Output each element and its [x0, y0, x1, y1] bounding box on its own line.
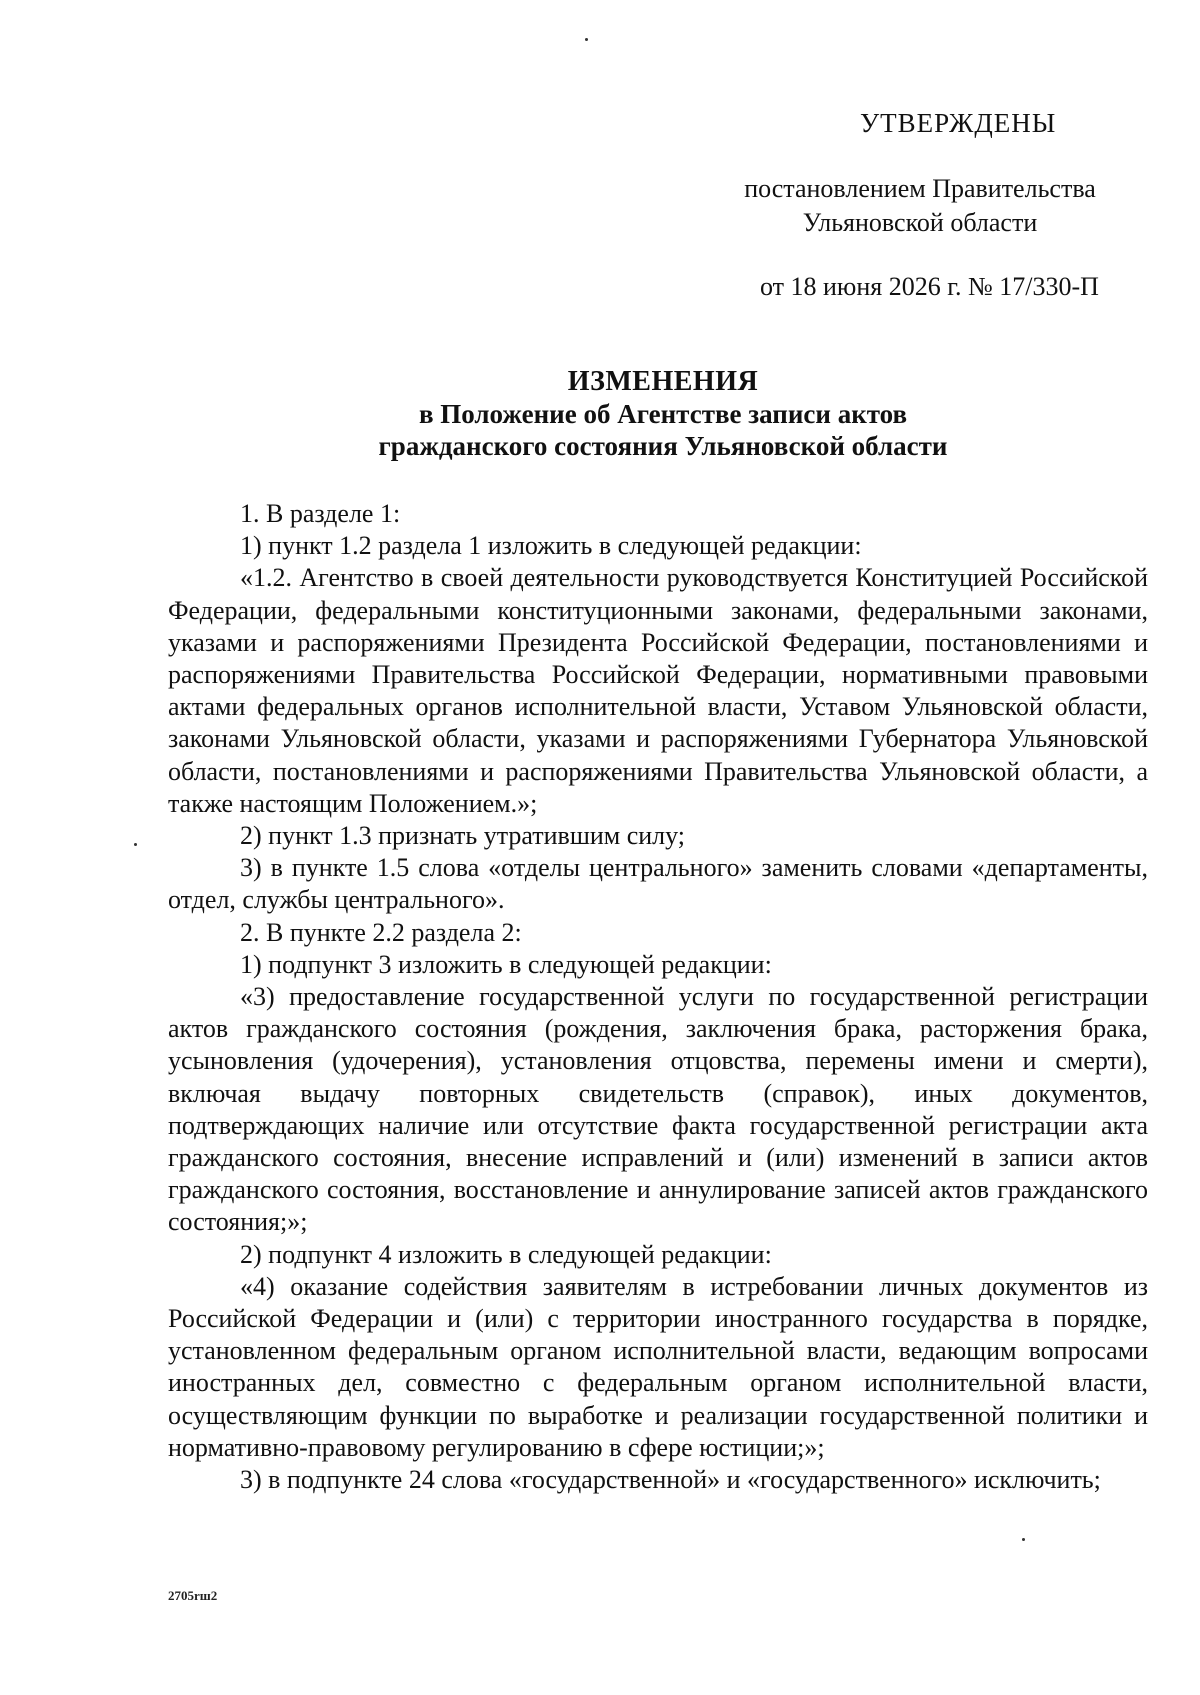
paragraph-subitem-3-text: «3) предоставление государственной услуги по государственной регистрации актов гражданского состояния (рождения, заключения брака, расторжения брака, усыновления (удочерения), установления отцовства, перемены имени и смерти), включая выдачу повторных свидетельств (справок), иных документов, подтверждающих наличие или отсутствие факта государственной регистрации акта гражданского состояния, внесение исправлений и (или) изменений в записи актов гражданского состояния, восстановление и аннулирование записей актов гражданского состояния;»;: [168, 982, 1148, 1237]
paragraph-item-2-2: 2) подпункт 4 изложить в следующей редакции:: [240, 1239, 772, 1269]
paragraph-item-1-2: 2) пункт 1.3 признать утратившим силу;: [240, 821, 686, 851]
approval-stamp-title: УТВЕРЖДЕНЫ: [860, 108, 1057, 138]
paragraph-item-1-3: 3) в пункте 1.5 слова «отделы центрального» заменить словами «департаменты, отдел, службы центрального».: [168, 853, 1148, 915]
approval-date-number: от 18 июня 2026 г. № 17/330-П: [760, 272, 1099, 301]
approval-authority: [700, 172, 1140, 240]
paragraph-item-1-2-text: «1.2. Агентство в своей деятельности руководствуется Конституцией Российской Федерации, федеральными конституционными законами, федеральными законами, указами и распоряжениями Президента Российской Федерации, постановлениями и распоряжениями Правительства Российской Федерации, нормативными правовыми актами федеральных органов исполнительной власти, Уставом Ульяновской области, законами Ульяновской области, указами и распоряжениями Губернатора Ульяновской области, постановлениями и распоряжениями Правительства Ульяновской области, а также настоящим Положением.»;: [168, 563, 1148, 818]
paragraph-item-2-1: 1) подпункт 3 изложить в следующей редакции:: [240, 949, 772, 979]
scan-speck: [585, 38, 588, 41]
scan-speck: [1022, 1538, 1025, 1541]
document-title-line-2: в Положение об Агентстве записи актов: [418, 399, 908, 429]
paragraph-section-1: 1. В разделе 1:: [240, 499, 401, 528]
document-title-line-3: гражданского состояния Ульяновской области: [378, 431, 948, 461]
document-code: 2705rш2: [168, 1588, 218, 1603]
document-body: [168, 498, 1148, 1496]
approval-authority-line-2: Ульяновской области: [802, 208, 1038, 237]
paragraph-item-2-3: 3) в подпункте 24 слова «государственной» и «государственного» исключить;: [240, 1465, 1101, 1495]
scan-speck: [134, 843, 137, 846]
approval-authority-line-1: постановлением Правительства: [744, 174, 1096, 203]
document-title: [168, 366, 1158, 462]
paragraph-section-2: 2. В пункте 2.2 раздела 2:: [240, 917, 522, 947]
document-title-main: ИЗМЕНЕНИЯ: [567, 366, 759, 397]
paragraph-item-1-1: 1) пункт 1.2 раздела 1 изложить в следующей редакции:: [240, 531, 862, 561]
paragraph-subitem-4-text: «4) оказание содействия заявителям в истребовании личных документов из Российской Федерации и (или) с территории иностранного государства в порядке, установленном федеральным органом исполнительной власти, ведающим вопросами иностранных дел, совместно с федеральным органом исполнительной власти, осуществляющим функции по выработке и реализации государственной политики и нормативно-правовому регулированию в сфере юстиции;»;: [168, 1271, 1148, 1462]
